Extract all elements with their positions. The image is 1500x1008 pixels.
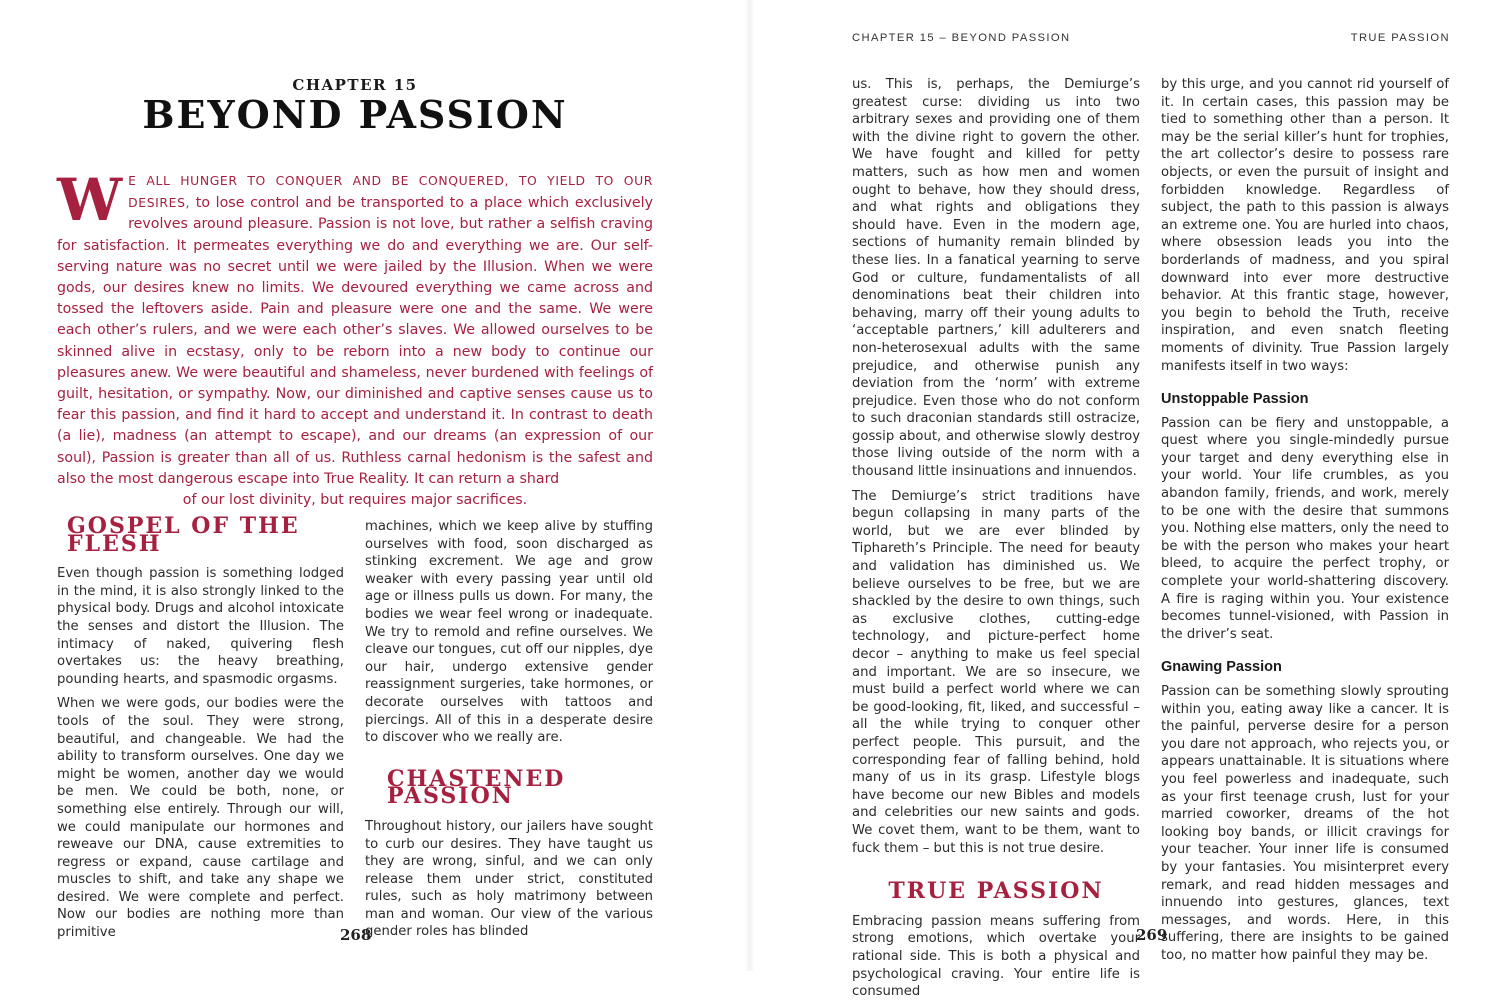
right-column-1 bbox=[852, 76, 1140, 1008]
left-page bbox=[0, 0, 750, 971]
gospel-paragraph-3: machines, which we keep alive by stuffing ourselves with food, soon discharged as stinking excrement. We age and grow weaker with every passing year until old age or illness pulls us down. For many, the bodies we wear feel wrong or inadequate. We try to remold and refine ourselves. We cleave our tongues, cut off our nipples, dye our hair, undergo extensive gender reassignment surgeries, take hormones, or decorate ourselves with tattoos and piercings. All of this in a desperate desire to discover who we really are. bbox=[365, 519, 653, 746]
subheading-gnawing: Gnawing Passion bbox=[1161, 659, 1282, 676]
gnawing-paragraph: Passion can be something slowly sprouting within you, eating away like a cancer. It is the painful, perverse desire for a person you dare not approach, who rejects you, or appears unattainable. It is situations where you feel powerless and inadequate, such as your first teenage crush, lust for your married coworker, dreams of the hot looking boy bands, or illicit cravings for your teacher. Your inner life is consumed by your fantasies. You misinterpret every remark, and read hidden messages and innuendo into gestures, glances, text messages, and words. Here, in this suffering, there are insights to be gained too, no matter how painful they may be. bbox=[1161, 684, 1449, 963]
right-col1-paragraph-1: us. This is, perhaps, the Demiurge’s greatest curse: dividing us into two arbitrary sexes and providing one of them with the divine right to govern the other. We have fought and killed for petty matters, such as how men and women ought to behave, how they should dress, and what rights and obligations they should have. Even in the modern age, sections of humanity remain blinded by these lies. In a fanatical yearning to serve God or culture, fundamentalists of all denominations beat their children into behaving, marry off their young adults to ‘acceptable partners,’ kill adulterers and non-heterosexual adults with the same prejudice, and otherwise punish any deviation from the ‘norm’ with extreme prejudice. Even those who do not conform to such draconian standards still ostracize, gossip about, and otherwise slowly destroy those living outside of the norm with a thousand little insinuations and innuendos. bbox=[852, 77, 1140, 480]
chastened-paragraph-1: Throughout history, our jailers have sought to curb our desires. They have taught us they are wrong, sinful, and we can only release them under strict, constituted rules, such as holy matrimony between man and woman. Our view of the various gender roles has blinded bbox=[365, 818, 653, 940]
right-col2-paragraph-1: by this urge, and you cannot rid yourself of it. In certain cases, this passion may be tied to something other than a person. It may be the serial killer’s hunt for trophies, the art collector’s desire to possess rare objects, or even the pursuit of insight and forbidden knowledge. Regardless of subject, the path to this passion is always an extreme one. You are hurled into chaos, where obsession leads you into the borderlands of madness, and you spiral downward into ever more destructive behavior. At this frantic stage, however, you begin to behold the Truth, receive inspiration, and even snatch fleeting moments of divinity. True Passion largely manifests itself in two ways: bbox=[1161, 77, 1449, 374]
running-head-section: TRUE PASSION bbox=[1350, 32, 1450, 44]
unstoppable-paragraph: Passion can be fiery and unstoppable, a quest where you single-mindedly pursue your target and deny everything else in your world. Your life crumbles, as you abandon family, friends, and work, merely to be one with the desire that summons you. Nothing else matters, only the need to be with the person who makes your heart bleed, to acquire the perfect trophy, or complete your world-shattering discovery. A fire is raging within you. Your existence becomes tunnel-visioned, with Passion in the driver’s seat. bbox=[1161, 415, 1449, 642]
left-column-1 bbox=[57, 513, 344, 949]
chapter-label: CHAPTER 15 bbox=[292, 76, 418, 94]
true-passion-paragraph-1: Embracing passion means suffering from strong emotions, which overtake your rational side. This is both a physical and psychological craving. Your entire life is consumed bbox=[852, 913, 1140, 1000]
section-heading-chastened: CHASTENED PASSION bbox=[387, 765, 566, 810]
section-heading-gospel: GOSPEL OF THE FLESH bbox=[67, 513, 300, 557]
intro-lead: E ALL HUNGER TO CONQUER AND BE CONQUERED, TO YIELD TO OUR DESIRES, bbox=[128, 173, 653, 211]
drop-cap: W bbox=[57, 166, 123, 234]
right-page bbox=[750, 0, 1500, 1000]
section-heading-true-passion: TRUE PASSION bbox=[888, 878, 1104, 905]
gospel-paragraph-2: When we were gods, our bodies were the tools of the soul. They were strong, beautiful, and changeable. We had the ability to transform ourselves. One day we might be women, another day we would be men. We could be both, none, or something else entirely. Through our will, we could manipulate our hormones and reweave our DNA, cause extremities to regress or expand, cause cartilage and muscles to shift, and take any shape we desired. We were complete and perfect. Now our bodies are nothing more than primitive bbox=[57, 696, 344, 941]
right-col1-paragraph-2: The Demiurge’s strict traditions have begun collapsing in many parts of the world, but we are ever blinded by Tiphareth’s Principle. The need for beauty and validation has diminished us. We believe ourselves to be free, but we are shackled by the desire to own things, such as exclusive clothes, cutting-edge technology, and picture-perfect home decor – anything to make us feel special and important. We are so insecure, we must build a perfect world where we can be good-looking, fit, liked, and successful – all the while trying to conquer other perfect people. This pursuit, and the corresponding fear of falling behind, hold many of us in its grasp. Lifestyle blogs have become our new Bibles and models and celebrities our new saints and gods. We covet them, want to be them, want to fuck them – but this is not true desire. bbox=[852, 488, 1140, 856]
right-column-2 bbox=[1161, 76, 1449, 972]
intro-paragraph bbox=[57, 166, 653, 511]
intro-closing: of our lost divinity, but requires major sacrifices. bbox=[182, 492, 528, 509]
subheading-unstoppable: Unstoppable Passion bbox=[1161, 391, 1309, 408]
running-head-chapter: CHAPTER 15 – BEYOND PASSION bbox=[852, 32, 1071, 44]
chapter-title: BEYOND PASSION bbox=[142, 92, 568, 137]
page-number-left: 268 bbox=[340, 926, 372, 944]
gospel-paragraph-1: Even though passion is something lodged in the mind, it is also strongly linked to the physical body. Drugs and alcohol intoxicate the senses and distort the Illusion. The intimacy of naked, quivering flesh overtakes us: the heavy breathing, pounding hearts, and spasmodic orgasms. bbox=[57, 566, 344, 687]
intro-body: to lose control and be transported to a place which exclusively revolves around pleasure. Passion is not love, but rather a selfish craving for satisfaction. It permeates everything we do and everything we are. Our self-serving nature was no secret until we were jailed by the Illusion. When we were gods, our desires knew no limits. We devoured everything we came across and tossed the leftovers aside. Pain and pleasure were one and the same. We were each other’s rulers, and we were each other’s slaves. We allowed ourselves to be skinned alive in ecstasy, only to be reborn into a new body to continue our pleasures anew. We were beautiful and shameless, never burdened with feelings of guilt, hesitation, or sympathy. Now, our diminished and captive senses cause us to fear this passion, and find it hard to accept and understand it. In contrast to death (a lie), madness (an attempt to escape), and our dreams (an expression of our soul), Passion is greater than all of us. Ruthless carnal hedonism is the safest and also the most dangerous escape into True Reality. It can return a shard bbox=[57, 195, 653, 487]
page-number-right: 269 bbox=[1136, 926, 1168, 944]
left-column-2 bbox=[365, 518, 653, 948]
